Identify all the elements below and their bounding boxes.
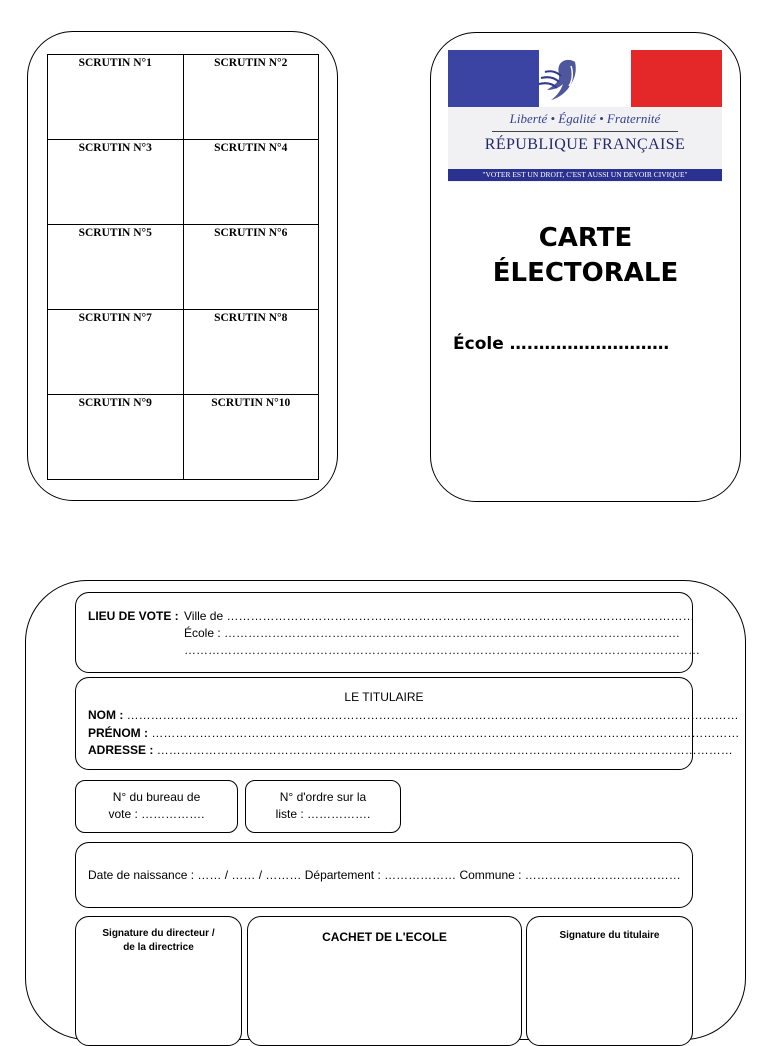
signature-directeur-box[interactable] bbox=[75, 916, 242, 1046]
card-title bbox=[431, 221, 740, 291]
nom-label: NOM : bbox=[88, 708, 124, 722]
nom-dots[interactable]: ……………………………………………………………………………………………………………………………………… bbox=[126, 708, 739, 722]
lieu-de-vote-label: LIEU DE VOTE : bbox=[88, 609, 179, 623]
cachet-box[interactable] bbox=[247, 916, 522, 1046]
signature-directeur-line1: Signature du directeur / bbox=[102, 928, 215, 939]
ordre-line1: N° d'ordre sur la bbox=[279, 790, 367, 804]
bureau-line1: N° du bureau de bbox=[112, 790, 201, 804]
scrutin-cell: SCRUTIN N°1 bbox=[48, 55, 184, 140]
prenom-label: PRÉNOM : bbox=[88, 726, 148, 740]
scrutin-card bbox=[27, 31, 338, 501]
divider bbox=[492, 131, 678, 132]
adresse-row[interactable] bbox=[88, 743, 733, 757]
scrutin-cell: SCRUTIN N°6 bbox=[183, 225, 319, 310]
flag-blue-band bbox=[448, 50, 539, 107]
civic-slogan: "VOTER EST UN DROIT, C'EST AUSSI UN DEVOIR CIVIQUE" bbox=[448, 169, 722, 181]
card-title-line1: CARTE bbox=[538, 223, 633, 253]
scrutin-cell: SCRUTIN N°2 bbox=[183, 55, 319, 140]
scrutin-cell: SCRUTIN N°4 bbox=[183, 140, 319, 225]
ordre-box[interactable] bbox=[245, 780, 401, 833]
scrutin-cell: SCRUTIN N°3 bbox=[48, 140, 184, 225]
scrutin-cell: SCRUTIN N°10 bbox=[183, 395, 319, 480]
lieu-de-vote-box bbox=[75, 592, 700, 673]
naissance-line[interactable]: Date de naissance : …… / …… / ……… Département : ……………… Commune : ………………………………… bbox=[88, 868, 681, 882]
cachet-label: CACHET DE L'ECOLE bbox=[322, 930, 447, 944]
signature-directeur-line2: de la directrice bbox=[123, 942, 194, 953]
electoral-card-front bbox=[430, 32, 741, 502]
adresse-dots[interactable]: ……………………………………………………………………………………………………………………………… bbox=[156, 743, 733, 757]
scrutin-cell: SCRUTIN N°7 bbox=[48, 310, 184, 395]
bureau-box[interactable] bbox=[75, 780, 238, 833]
republique-logo bbox=[448, 50, 722, 182]
signature-titulaire-label: Signature du titulaire bbox=[559, 930, 660, 941]
signature-titulaire-box[interactable] bbox=[526, 916, 693, 1046]
scrutin-cell: SCRUTIN N°9 bbox=[48, 395, 184, 480]
marianne-icon bbox=[531, 54, 591, 108]
lieu-extra-field[interactable]: ………………………………………………………………………………………………………………… bbox=[184, 643, 700, 657]
ordre-line2[interactable]: liste : ……………. bbox=[275, 807, 371, 821]
prenom-dots[interactable]: ………………………………………………………………………………………………………………………………… bbox=[151, 726, 740, 740]
scrutin-grid bbox=[47, 54, 319, 480]
scrutin-cell: SCRUTIN N°5 bbox=[48, 225, 184, 310]
titulaire-box bbox=[75, 677, 740, 770]
card-title-line2: ÉLECTORALE bbox=[492, 258, 679, 288]
naissance-box[interactable] bbox=[75, 842, 693, 908]
ecole-field[interactable]: École ….…………………… bbox=[453, 334, 670, 354]
republic-motto: Liberté • Égalité • Fraternité bbox=[509, 111, 661, 126]
scrutin-cell: SCRUTIN N°8 bbox=[183, 310, 319, 395]
ville-field[interactable]: Ville de ……………………………………………………………………………………………………… bbox=[184, 609, 695, 623]
adresse-label: ADRESSE : bbox=[88, 743, 154, 757]
titulaire-heading: LE TITULAIRE bbox=[344, 690, 424, 704]
ecole-field-back[interactable]: École : …………………………………………………………………………………………………… bbox=[184, 626, 681, 640]
republique-francaise-label: RÉPUBLIQUE FRANÇAISE bbox=[484, 136, 686, 153]
flag-red-band bbox=[631, 50, 722, 107]
bureau-line2[interactable]: vote : ……………. bbox=[108, 807, 205, 821]
nom-row[interactable] bbox=[88, 708, 739, 722]
electoral-card-back bbox=[25, 580, 746, 1040]
prenom-row[interactable] bbox=[88, 726, 740, 740]
